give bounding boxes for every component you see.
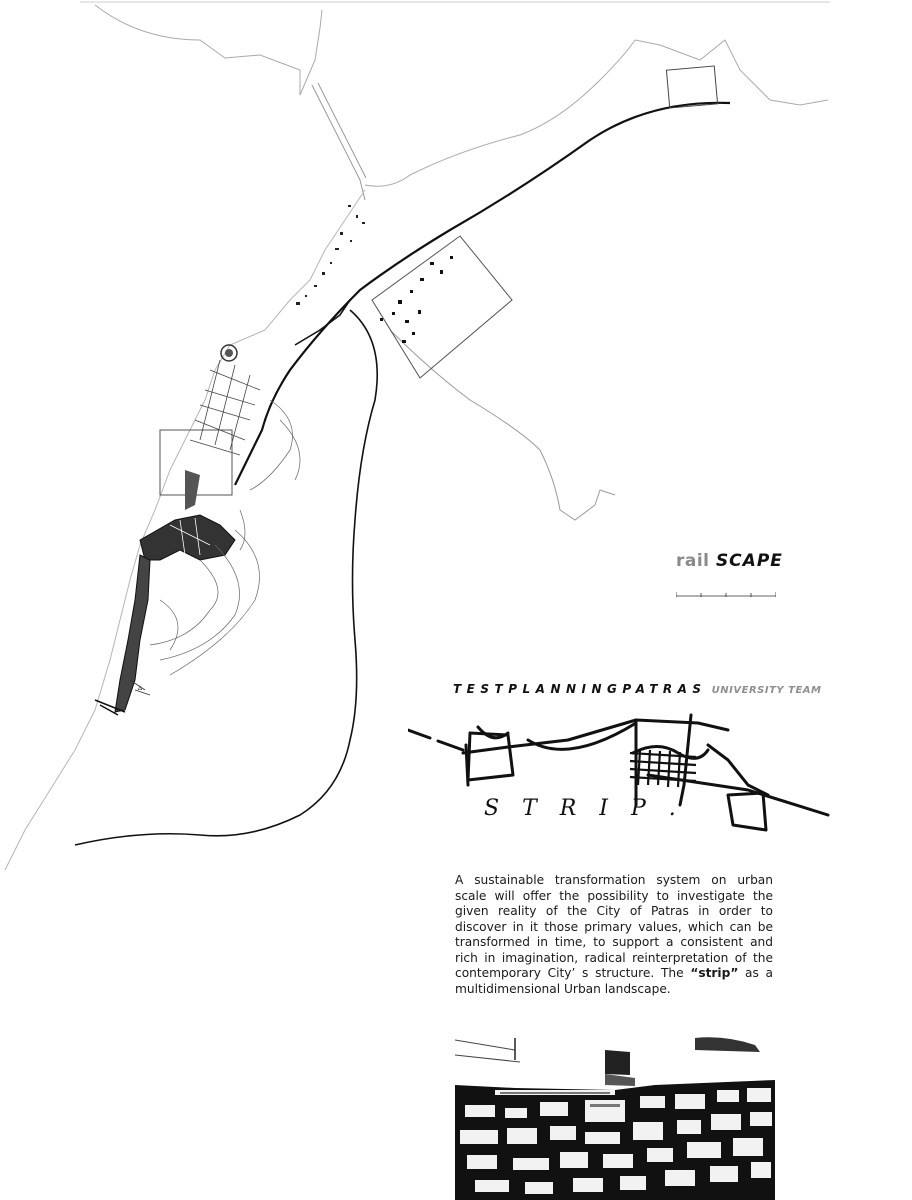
team-heading: [453, 678, 821, 697]
project-name: TESTPLANNINGPATRAS: [453, 682, 707, 696]
description-text-end: as a multidimensional Urban landscape.: [455, 966, 773, 996]
river-curve: [75, 310, 377, 845]
description-emphasis: “strip”: [690, 966, 739, 980]
city-center: [140, 515, 235, 560]
southern-strip: [115, 555, 150, 712]
aerial-view-image: [455, 1030, 775, 1200]
title-prefix: rail: [676, 551, 710, 571]
description-text: A sustainable transformation system on urban scale will offer the possibility to investigate the given reality of the City of Patras in order to discover in it those primary values, which can be transformed in time, to support a consistent and rich in imagination, radical reinterpretation of the contemporary City’ s structure. The: [455, 873, 773, 980]
pier-line: [312, 83, 366, 200]
title-main: SCAPE: [715, 551, 783, 571]
svg-text:∆: ∆: [138, 685, 143, 692]
poster-title: [676, 551, 783, 571]
sketch-label: S T R I P .: [484, 796, 684, 821]
railway-line: [235, 103, 730, 485]
site-frame-north: [666, 66, 717, 108]
team-label: UNIVERSITY TEAM: [711, 685, 822, 696]
project-description: [455, 873, 773, 997]
railway-branch: [295, 290, 360, 345]
coastline-east: [365, 40, 828, 186]
urban-fabric-north: [296, 205, 365, 305]
urban-fabric-center: [190, 360, 260, 455]
road-east: [390, 330, 615, 520]
site-frame-east: [372, 236, 512, 378]
coastline-north: [95, 5, 322, 95]
scale-bar: [676, 590, 776, 598]
